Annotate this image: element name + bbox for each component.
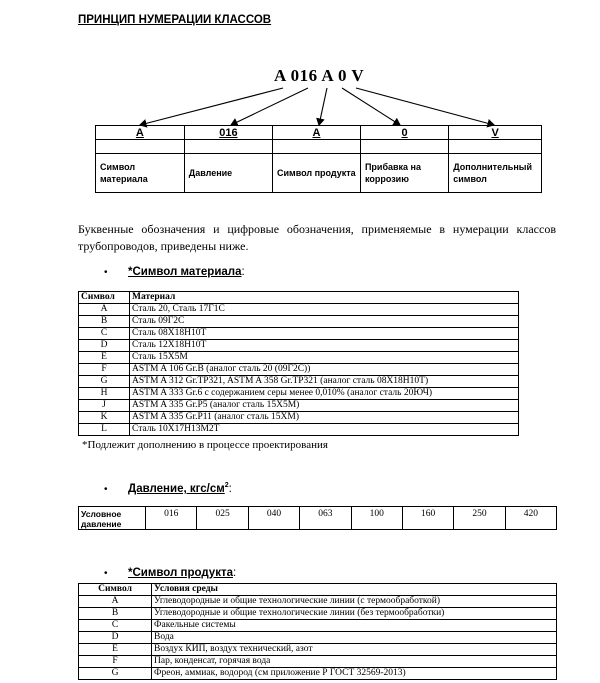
pressure-value: 250 bbox=[454, 507, 505, 530]
table-row bbox=[79, 620, 557, 632]
table-cell: Сталь 08Х18Н10Т bbox=[130, 328, 519, 340]
pressure-value: 016 bbox=[146, 507, 197, 530]
arrow-product bbox=[319, 88, 327, 125]
table-cell: D bbox=[79, 632, 152, 644]
table-cell: Пар, конденсат, горячая вода bbox=[152, 656, 557, 668]
table-cell: F bbox=[79, 364, 130, 376]
table-cell: H bbox=[79, 388, 130, 400]
table-cell: Углеводородные и общие технологические линии (с термообработкой) bbox=[152, 596, 557, 608]
table-cell: Сталь 09Г2С bbox=[130, 316, 519, 328]
bullet-icon: • bbox=[104, 483, 108, 495]
table-row bbox=[79, 412, 519, 424]
table-cell: D bbox=[79, 340, 130, 352]
table-cell: B bbox=[79, 316, 130, 328]
label-corrosion: Прибавка на коррозию bbox=[360, 154, 448, 193]
text: *Символ продукта bbox=[128, 567, 233, 579]
table-row bbox=[79, 424, 519, 436]
pressure-value: 100 bbox=[351, 507, 402, 530]
pressure-heading bbox=[104, 482, 232, 495]
table-cell: Воздух КИП, воздух технический, азот bbox=[152, 644, 557, 656]
col-header-symbol: Символ bbox=[79, 584, 152, 596]
intro-paragraph: Буквенные обозначения и цифровые обозначения, применяемые в нумерации классов трубопроводов, приведены ниже. bbox=[78, 222, 556, 253]
text: : bbox=[241, 266, 245, 278]
table-row bbox=[79, 364, 519, 376]
table-row bbox=[79, 400, 519, 412]
table-cell: K bbox=[79, 412, 130, 424]
pressure-value: 420 bbox=[505, 507, 556, 530]
table-cell: ASTM A 335 Gr.P11 (аналог сталь 15ХМ) bbox=[130, 412, 519, 424]
table-row bbox=[79, 352, 519, 364]
col-header-environment: Условия среды bbox=[152, 584, 557, 596]
table-cell: ASTM A 312 Gr.TP321, ASTM A 358 Gr.TP321 (аналог сталь 08Х18Н10Т) bbox=[130, 376, 519, 388]
table-row bbox=[79, 644, 557, 656]
bullet-icon: • bbox=[104, 568, 108, 579]
text: *Символ материала bbox=[128, 266, 242, 278]
table-row bbox=[79, 328, 519, 340]
code-cell-additional: V bbox=[449, 126, 542, 140]
table-row bbox=[79, 632, 557, 644]
table-cell: B bbox=[79, 608, 152, 620]
table-cell: C bbox=[79, 328, 130, 340]
code-breakdown-table bbox=[95, 125, 542, 193]
col-header-symbol: Символ bbox=[79, 292, 130, 304]
pressure-value: 063 bbox=[300, 507, 351, 530]
arrow-pressure bbox=[231, 88, 308, 125]
arrow-corrosion bbox=[342, 88, 400, 125]
table-row bbox=[79, 376, 519, 388]
code-cell-material: A bbox=[96, 126, 185, 140]
label-pressure: Давление bbox=[184, 154, 272, 193]
table-row bbox=[79, 596, 557, 608]
table-cell: A bbox=[79, 304, 130, 316]
table-cell: J bbox=[79, 400, 130, 412]
label-product: Символ продукта bbox=[273, 154, 361, 193]
material-note: *Подлежит дополнению в процессе проектирования bbox=[82, 439, 328, 451]
table-cell: A bbox=[79, 596, 152, 608]
page-title: ПРИНЦИП НУМЕРАЦИИ КЛАССОВ bbox=[78, 14, 272, 26]
table-row bbox=[79, 668, 557, 680]
table-row bbox=[79, 656, 557, 668]
table-row bbox=[79, 316, 519, 328]
table-cell: ASTM A 335 Gr.P5 (аналог сталь 15Х5М) bbox=[130, 400, 519, 412]
class-code-example: A 016 A 0 V bbox=[274, 66, 365, 85]
table-row bbox=[79, 608, 557, 620]
material-table bbox=[78, 291, 519, 436]
pressure-value: 025 bbox=[197, 507, 248, 530]
code-arrows bbox=[0, 0, 600, 140]
label-material: Символ материала bbox=[96, 154, 185, 193]
table-cell: ASTM A 333 Gr.6 с содержанием серы менее 0,010% (аналог сталь 20ЮЧ) bbox=[130, 388, 519, 400]
table-cell: ASTM A 106 Gr.B (аналог сталь 20 (09Г2С)) bbox=[130, 364, 519, 376]
code-cell-product: A bbox=[273, 126, 361, 140]
pressure-label: Условное давление bbox=[79, 507, 146, 530]
table-cell: G bbox=[79, 668, 152, 680]
table-cell: C bbox=[79, 620, 152, 632]
arrow-material bbox=[140, 88, 283, 125]
table-cell: L bbox=[79, 424, 130, 436]
col-header-material: Материал bbox=[130, 292, 519, 304]
text: 2 bbox=[224, 482, 229, 489]
code-cell-corrosion: 0 bbox=[360, 126, 448, 140]
material-heading bbox=[104, 266, 245, 278]
text: : bbox=[232, 567, 237, 579]
product-heading bbox=[104, 567, 236, 579]
table-row bbox=[79, 388, 519, 400]
table-cell: Сталь 12Х18Н10Т bbox=[130, 340, 519, 352]
table-row bbox=[79, 304, 519, 316]
table-cell: G bbox=[79, 376, 130, 388]
code-cell-pressure: 016 bbox=[184, 126, 272, 140]
table-cell: Сталь 15Х5М bbox=[130, 352, 519, 364]
label-additional: Дополнительный символ bbox=[449, 154, 542, 193]
table-cell: E bbox=[79, 352, 130, 364]
text: Давление, кгс/см bbox=[128, 482, 225, 495]
table-cell: Факельные системы bbox=[152, 620, 557, 632]
table-row bbox=[79, 340, 519, 352]
table-cell: Углеводородные и общие технологические линии (без термообработки) bbox=[152, 608, 557, 620]
text: : bbox=[228, 482, 232, 495]
table-cell: Фреон, аммиак, водород (см приложение Р ГОСТ 32569-2013) bbox=[152, 668, 557, 680]
table-cell: F bbox=[79, 656, 152, 668]
product-table bbox=[78, 583, 557, 680]
table-cell: Вода bbox=[152, 632, 557, 644]
table-cell: Сталь 10Х17Н13М2Т bbox=[130, 424, 519, 436]
table-cell: Сталь 20, Сталь 17Г1С bbox=[130, 304, 519, 316]
pressure-table bbox=[78, 506, 557, 530]
bullet-icon: • bbox=[104, 267, 108, 278]
pressure-value: 160 bbox=[402, 507, 453, 530]
table-cell: E bbox=[79, 644, 152, 656]
arrow-additional bbox=[356, 88, 494, 125]
pressure-value: 040 bbox=[248, 507, 299, 530]
